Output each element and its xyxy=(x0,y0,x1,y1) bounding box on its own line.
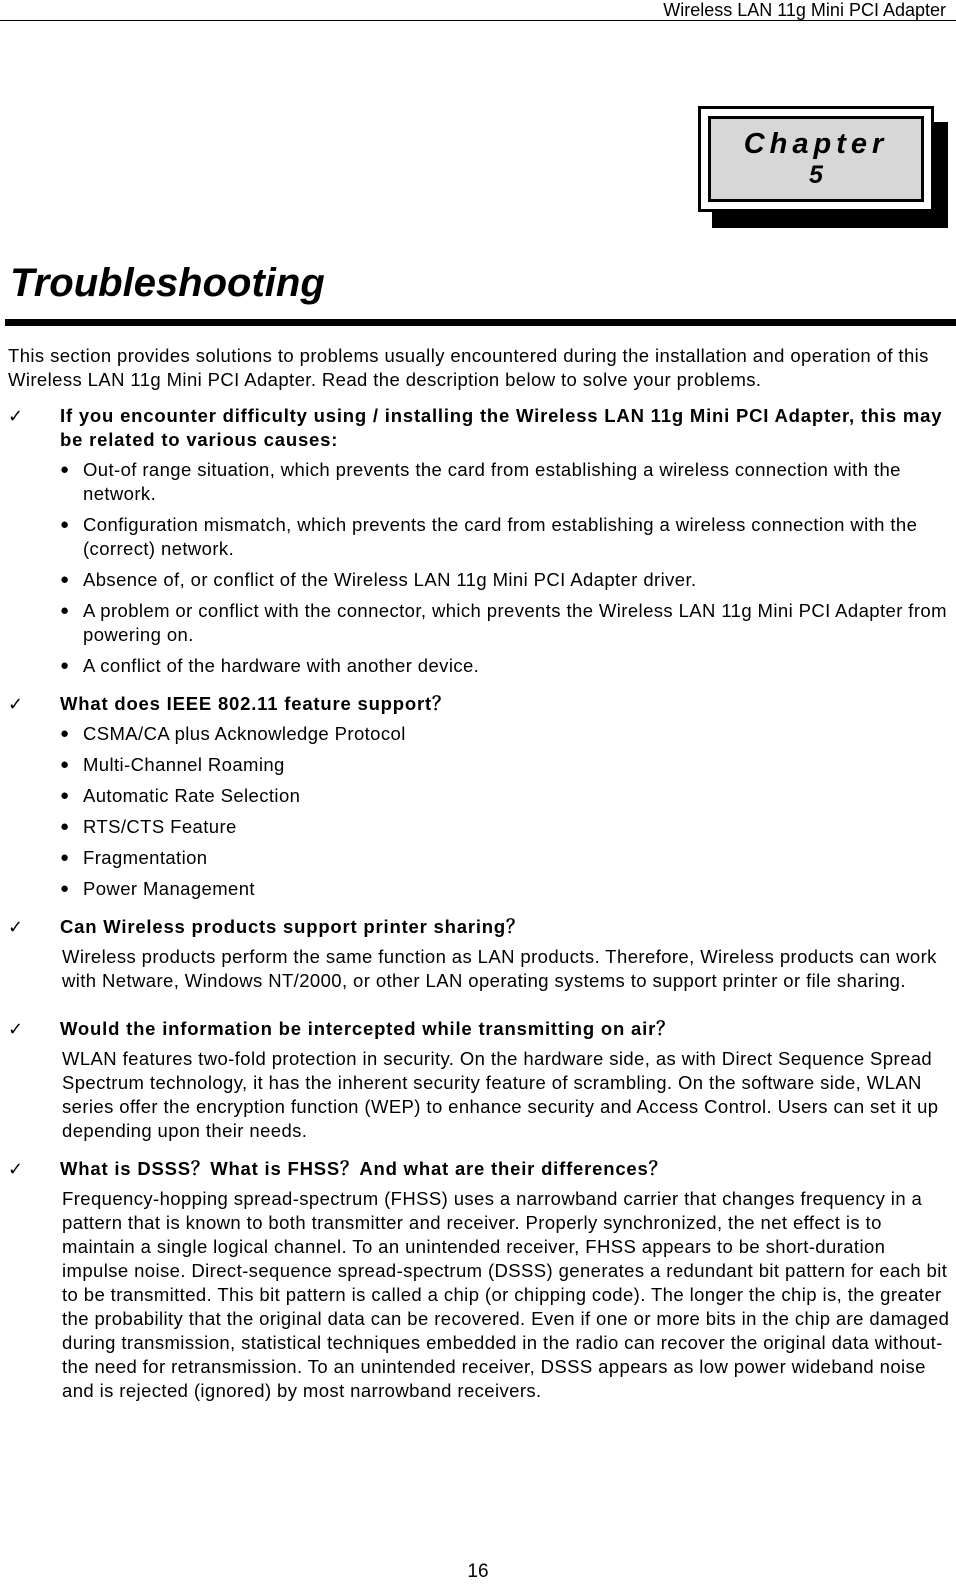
list-item: ● Automatic Rate Selection xyxy=(60,784,953,808)
list-item: ● RTS/CTS Feature xyxy=(60,815,953,839)
checkmark-icon: ✓ xyxy=(8,1159,24,1179)
faq-answer: Wireless products perform the same function as LAN products. Therefore, Wireless products can work with Netware, Windows NT/2000, or other LAN operating systems to support printer or file sharing. xyxy=(62,946,937,991)
list-item: ● A conflict of the hardware with another device. xyxy=(60,654,953,678)
faq-question: Can Wireless products support printer sharing？ xyxy=(60,916,526,937)
page-title: Troubleshooting xyxy=(10,261,325,305)
list-item: ● Absence of, or conflict of the Wireless LAN 11g Mini PCI Adapter driver. xyxy=(60,568,953,592)
faq-question: What is DSSS？What is FHSS？And what are their differences？ xyxy=(60,1158,668,1179)
bullet-list xyxy=(60,458,953,678)
list-item: ● Out-of range situation, which prevents the card from establishing a wireless connection with the network. xyxy=(60,458,953,506)
chapter-number: 5 xyxy=(809,161,823,189)
checkmark-icon: ✓ xyxy=(8,694,24,714)
checkmark-icon: ✓ xyxy=(8,406,24,426)
chapter-box xyxy=(698,106,934,212)
list-item: ● Fragmentation xyxy=(60,846,953,870)
faq-question: What does IEEE 802.11 feature support？ xyxy=(60,693,452,714)
faq-section xyxy=(8,404,953,678)
title-rule xyxy=(5,319,956,326)
chapter-label: Chapter xyxy=(743,128,889,160)
running-header: Wireless LAN 11g Mini PCI Adapter xyxy=(663,0,946,20)
page-number: 16 xyxy=(467,1561,489,1582)
faq-section xyxy=(8,1157,953,1403)
faq-question: If you encounter difficulty using / installing the Wireless LAN 11g Mini PCI Adapter, this may be related to various causes: xyxy=(60,405,943,450)
document-body xyxy=(8,344,953,1417)
list-item: ● Configuration mismatch, which prevents the card from establishing a wireless connection with the (correct) network. xyxy=(60,513,953,561)
chapter-box-inner xyxy=(708,116,924,202)
faq-answer: Frequency-hopping spread-spectrum (FHSS) uses a narrowband carrier that changes frequency in a pattern that is known to both transmitter and receiver. Properly synchronized, the net effect is to maintain a single logical channel. To an unintended receiver, FHSS appears to be short-duration impulse noise. Direct-sequence spread-spectrum (DSSS) generates a redundant bit pattern for each bit to be transmitted. This bit pattern is called a chip (or chipping code). The longer the chip is, the greater the probability that the original data can be recovered. Even if one or more bits in the chip are damaged during transmission, statistical techniques embedded in the radio can recover the original data without-the need for retransmission. To an unintended receiver, DSSS appears as low power wideband noise and is rejected (ignored) by most narrowband receivers. xyxy=(62,1188,950,1401)
checkmark-icon: ✓ xyxy=(8,917,24,937)
list-item: ● Power Management xyxy=(60,877,953,901)
faq-section xyxy=(8,692,953,901)
faq-answer: WLAN features two-fold protection in security. On the hardware side, as with Direct Sequence Spread Spectrum technology, it has the inherent security feature of scrambling. On the software side, WLAN series offer the encryption function (WEP) to enhance security and Access Control. Users can set it up depending upon their needs. xyxy=(62,1048,939,1141)
list-item: ● Multi-Channel Roaming xyxy=(60,753,953,777)
checkmark-icon: ✓ xyxy=(8,1019,24,1039)
header-rule xyxy=(0,20,956,21)
list-item: ● A problem or conflict with the connector, which prevents the Wireless LAN 11g Mini PCI Adapter from powering on. xyxy=(60,599,953,647)
list-item: ● CSMA/CA plus Acknowledge Protocol xyxy=(60,722,953,746)
faq-section xyxy=(8,1017,953,1143)
bullet-list xyxy=(60,722,953,901)
faq-section xyxy=(8,915,953,993)
faq-question: Would the information be intercepted while transmitting on air？ xyxy=(60,1018,676,1039)
intro-paragraph: This section provides solutions to problems usually encountered during the installation and operation of this Wireless LAN 11g Mini PCI Adapter. Read the description below to solve your problems. xyxy=(8,345,929,390)
